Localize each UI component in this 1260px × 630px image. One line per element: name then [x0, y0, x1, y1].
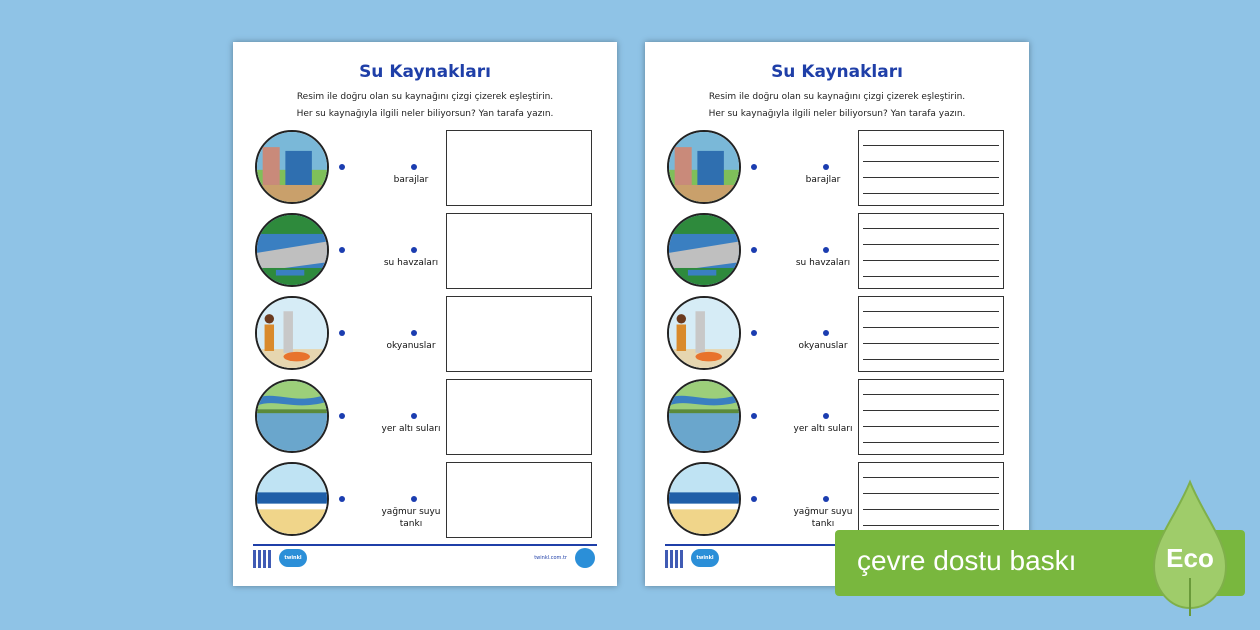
match-dot[interactable] — [823, 164, 829, 170]
match-dot[interactable] — [751, 164, 757, 170]
instruction-write: Her su kaynağıyla ilgili neler biliyorsun? Yan tarafa yazın. — [708, 109, 966, 119]
river-icon — [255, 379, 329, 453]
match-dot[interactable] — [339, 330, 345, 336]
label-dams: barajlar — [805, 175, 841, 185]
row-5 — [645, 460, 1029, 540]
label-groundwater: yer altı suları — [793, 424, 853, 434]
hand-pump-icon — [667, 296, 741, 370]
match-dot[interactable] — [823, 496, 829, 502]
river-icon — [667, 379, 741, 453]
writing-lines[interactable] — [858, 379, 1004, 455]
badge-icon — [575, 548, 595, 568]
row-1 — [645, 128, 1029, 208]
row-5 — [233, 460, 617, 540]
match-dot[interactable] — [339, 247, 345, 253]
label-rain-tank: yağmur suyu tankı — [381, 507, 441, 529]
answer-box[interactable] — [446, 379, 592, 455]
instruction-write: Her su kaynağıyla ilgili neler biliyorsun? Yan tarafa yazın. — [296, 109, 554, 119]
label-rain-tank: yağmur suyu tankı — [793, 507, 853, 529]
answer-box[interactable] — [446, 130, 592, 206]
answer-box[interactable] — [446, 213, 592, 289]
match-dot[interactable] — [339, 164, 345, 170]
eco-banner-text: çevre dostu baskı — [857, 545, 1077, 576]
match-dot[interactable] — [411, 247, 417, 253]
match-dot[interactable] — [339, 496, 345, 502]
writing-lines[interactable] — [858, 296, 1004, 372]
row-4 — [645, 377, 1029, 457]
match-dot[interactable] — [411, 413, 417, 419]
answer-box[interactable] — [446, 462, 592, 538]
row-4 — [233, 377, 617, 457]
match-dot[interactable] — [411, 330, 417, 336]
match-dot[interactable] — [751, 413, 757, 419]
match-dot[interactable] — [823, 413, 829, 419]
row-3 — [645, 294, 1029, 374]
match-dot[interactable] — [823, 330, 829, 336]
label-groundwater: yer altı suları — [381, 424, 441, 434]
match-dot[interactable] — [751, 496, 757, 502]
worksheet-lined — [645, 42, 1029, 586]
match-dot[interactable] — [751, 247, 757, 253]
label-dams: barajlar — [393, 175, 429, 185]
twinkl-logo: twinkl — [279, 549, 307, 567]
dam-icon — [255, 213, 329, 287]
match-dot[interactable] — [411, 496, 417, 502]
match-dot[interactable] — [823, 247, 829, 253]
qr-code-icon — [665, 550, 683, 568]
answer-box[interactable] — [446, 296, 592, 372]
water-tank-icon — [667, 130, 741, 204]
row-2 — [645, 211, 1029, 291]
row-1 — [233, 128, 617, 208]
match-dot[interactable] — [751, 330, 757, 336]
site-url: twinkl.com.tr — [534, 555, 567, 561]
hand-pump-icon — [255, 296, 329, 370]
worksheet-title: Su Kaynakları — [771, 62, 903, 82]
qr-code-icon — [253, 550, 271, 568]
row-3 — [233, 294, 617, 374]
label-basins: su havzaları — [383, 258, 439, 268]
label-oceans: okyanuslar — [386, 341, 436, 351]
footer-divider — [253, 544, 597, 546]
match-dot[interactable] — [411, 164, 417, 170]
twinkl-logo: twinkl — [691, 549, 719, 567]
writing-lines[interactable] — [858, 462, 1004, 538]
label-basins: su havzaları — [795, 258, 851, 268]
worksheet-boxes — [233, 42, 617, 586]
beach-ocean-icon — [255, 462, 329, 536]
label-oceans: okyanuslar — [798, 341, 848, 351]
worksheet-title: Su Kaynakları — [359, 62, 491, 82]
beach-ocean-icon — [667, 462, 741, 536]
eco-badge-label: Eco — [1166, 543, 1214, 573]
water-tank-icon — [255, 130, 329, 204]
writing-lines[interactable] — [858, 130, 1004, 206]
row-2 — [233, 211, 617, 291]
instruction-match: Resim ile doğru olan su kaynağını çizgi çizerek eşleştirin. — [708, 92, 966, 102]
dam-icon — [667, 213, 741, 287]
match-dot[interactable] — [339, 413, 345, 419]
instruction-match: Resim ile doğru olan su kaynağını çizgi çizerek eşleştirin. — [296, 92, 554, 102]
writing-lines[interactable] — [858, 213, 1004, 289]
